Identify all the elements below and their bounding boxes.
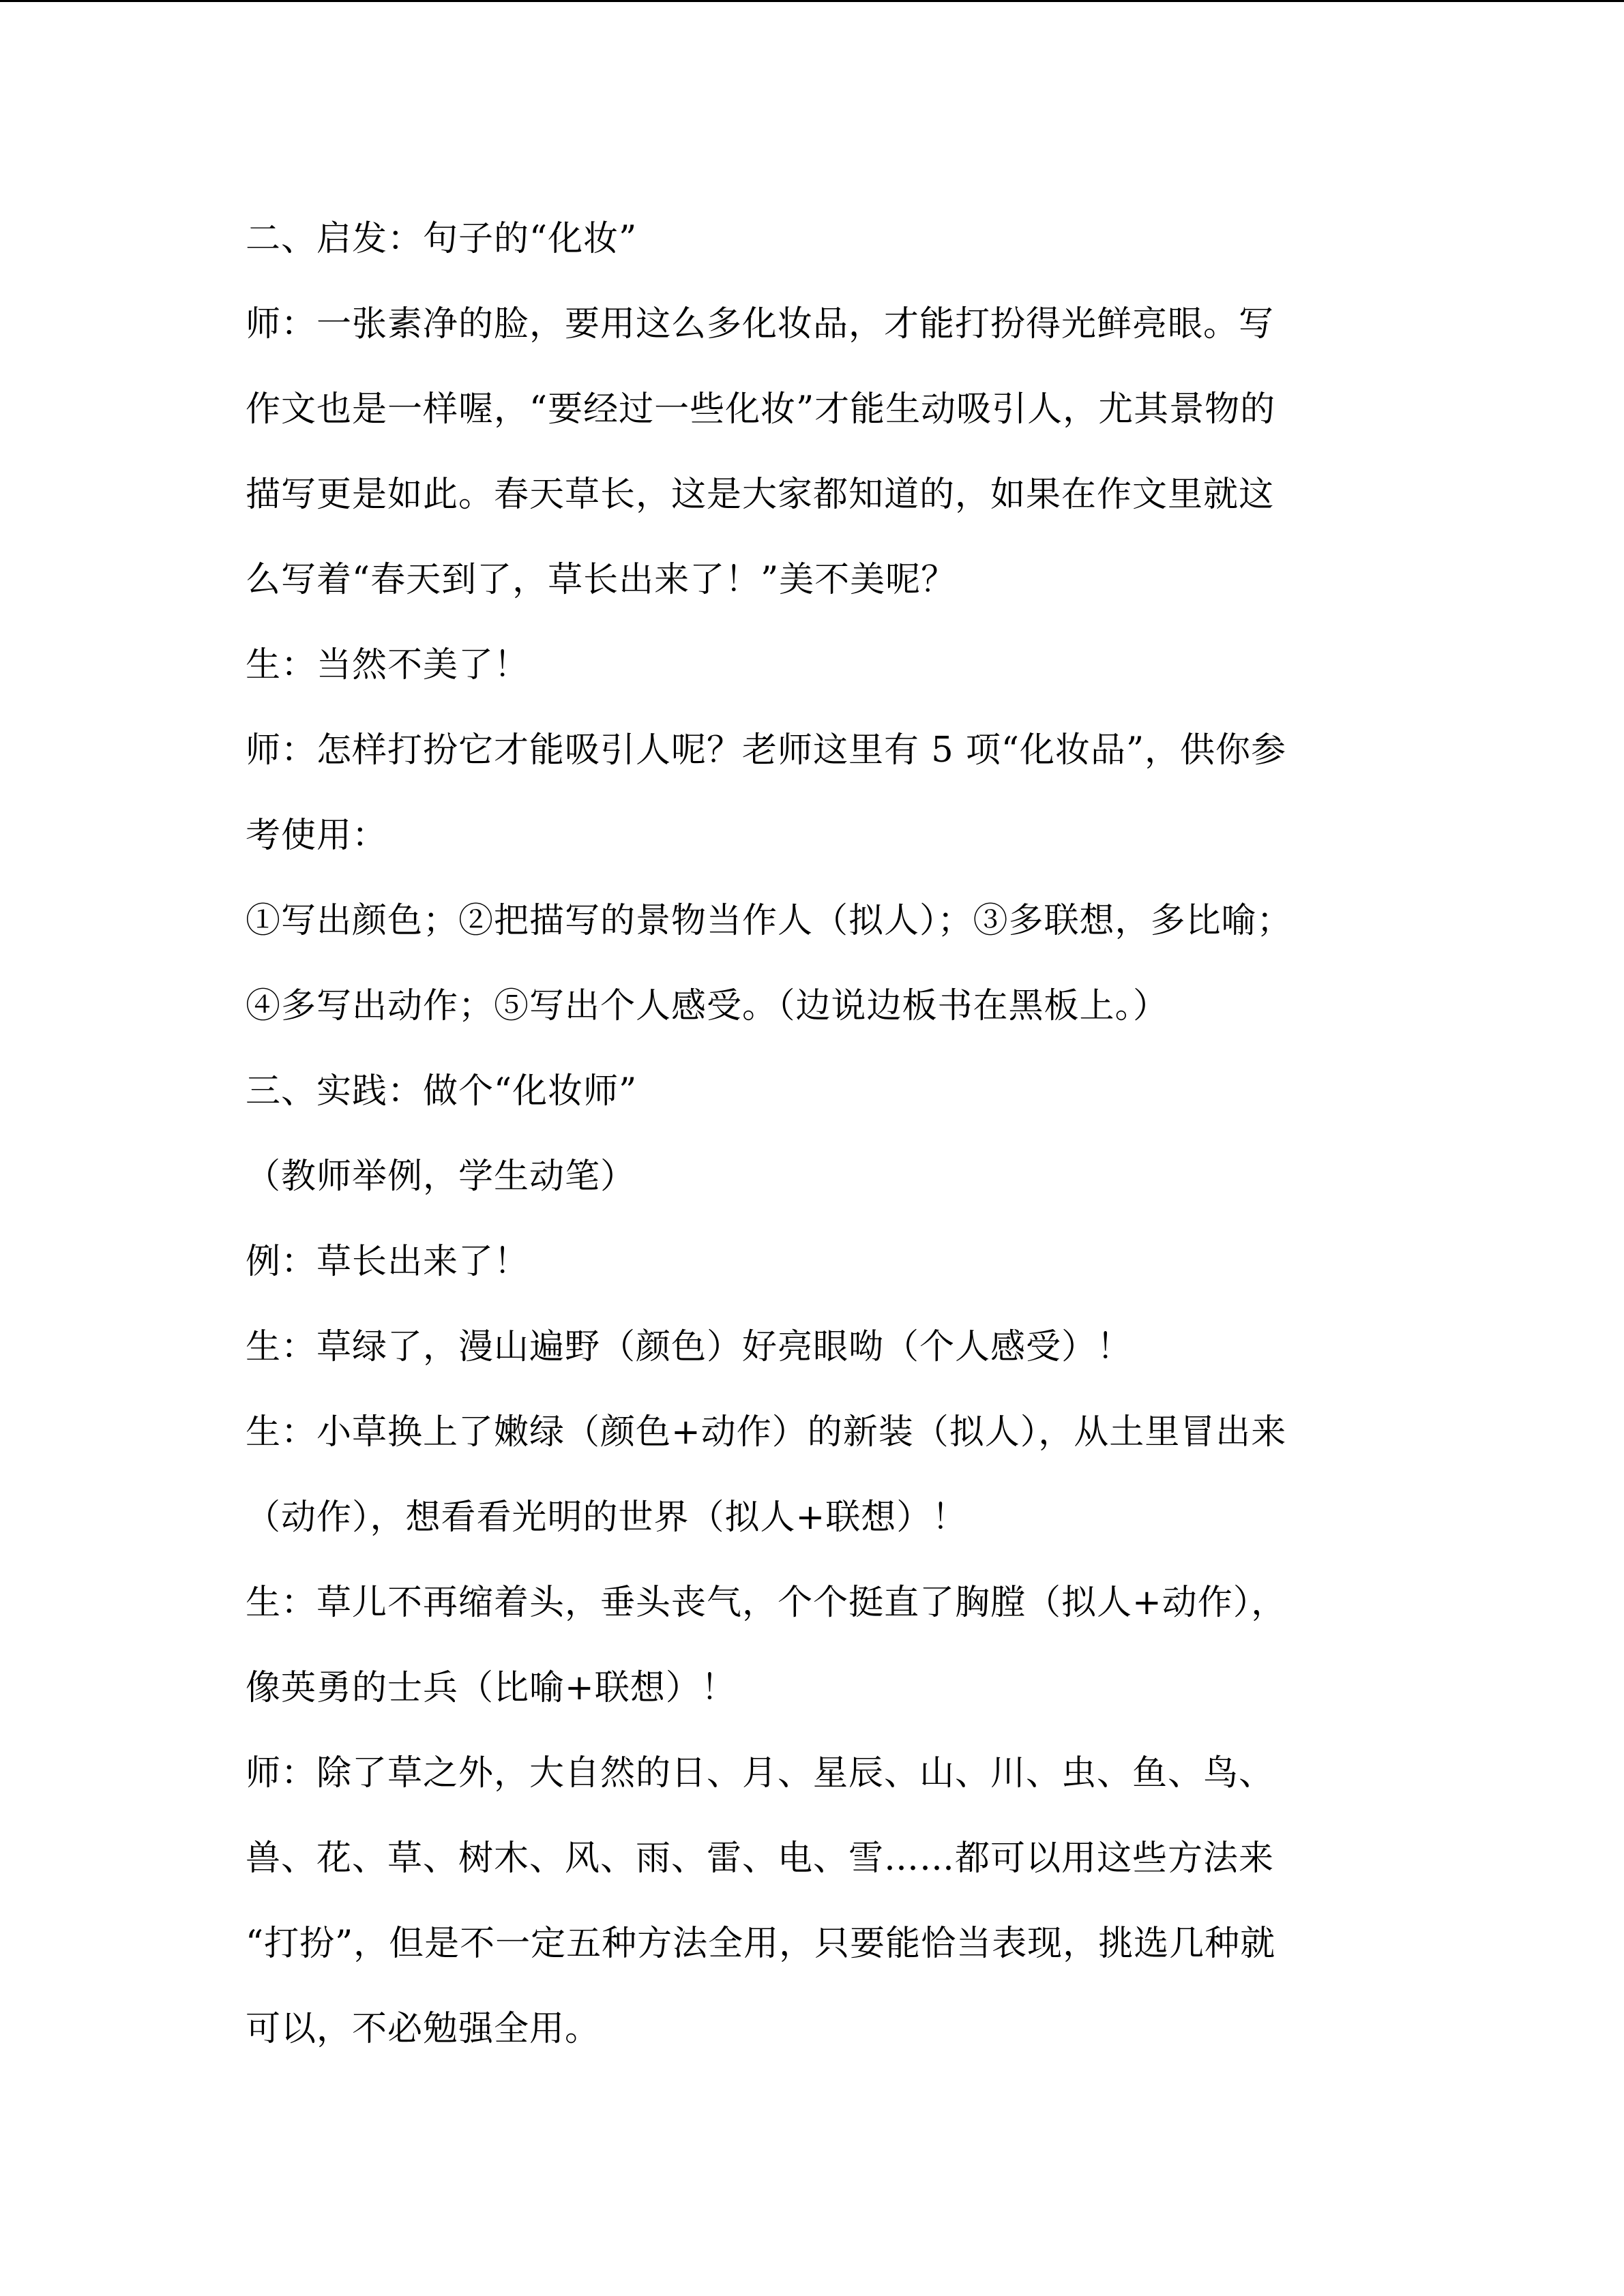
section-heading: 二、启发：句子的“化妆” bbox=[246, 219, 638, 259]
paragraph-line: （动作），想看看光明的世界（拟人+联想）！ bbox=[246, 1497, 968, 1538]
paragraph-line: ①写出颜色；②把描写的景物当作人（拟人）；③多联想，多比喻； bbox=[246, 901, 1293, 941]
paragraph-line: 生：草绿了，漫山遍野（颜色）好亮眼呦（个人感受）！ bbox=[246, 1327, 1133, 1367]
document-body bbox=[246, 196, 1378, 2072]
section-heading: 三、实践：做个“化妆师” bbox=[246, 1071, 638, 1112]
paragraph-line: 么写着“春天到了，草长出来了！”美不美呢？ bbox=[246, 560, 957, 600]
paragraph-line: 描写更是如此。春天草长，这是大家都知道的，如果在作文里就这 bbox=[246, 475, 1275, 515]
paragraph-line: 师：怎样打扮它才能吸引人呢？老师这里有 5 项“化妆品”，供你参 bbox=[246, 730, 1287, 771]
paragraph-line: 生：小草换上了嫩绿（颜色+动作）的新装（拟人），从土里冒出来 bbox=[246, 1412, 1287, 1452]
paragraph-line: （教师举例，学生动笔） bbox=[246, 1157, 636, 1197]
paragraph-line: “打扮”，但是不一定五种方法全用，只要能恰当表现，挑选几种就 bbox=[246, 1924, 1276, 1964]
paragraph-line: 作文也是一样喔，“要经过一些化妆”才能生动吸引人，尤其景物的 bbox=[246, 389, 1276, 430]
paragraph-line: 例：草长出来了！ bbox=[246, 1242, 530, 1282]
paragraph-line: 考使用： bbox=[246, 816, 388, 856]
paragraph-line: 师：除了草之外，大自然的日、月、星辰、山、川、虫、鱼、鸟、 bbox=[246, 1753, 1275, 1793]
paragraph-line: ④多写出动作；⑤写出个人感受。（边说边板书在黑板上。） bbox=[246, 986, 1169, 1026]
paragraph-line: 像英勇的士兵（比喻+联想）！ bbox=[246, 1668, 737, 1708]
paragraph-line: 生：当然不美了！ bbox=[246, 645, 530, 685]
paragraph-line: 可以，不必勉强全用。 bbox=[246, 2009, 601, 2049]
paragraph-line: 师：一张素净的脸，要用这么多化妆品，才能打扮得光鲜亮眼。写 bbox=[246, 304, 1275, 344]
paragraph-line: 生：草儿不再缩着头，垂头丧气，个个挺直了胸膛（拟人+动作）， bbox=[246, 1583, 1287, 1623]
paragraph-line: 兽、花、草、树木、风、雨、雷、电、雪……都可以用这些方法来 bbox=[246, 1838, 1275, 1879]
